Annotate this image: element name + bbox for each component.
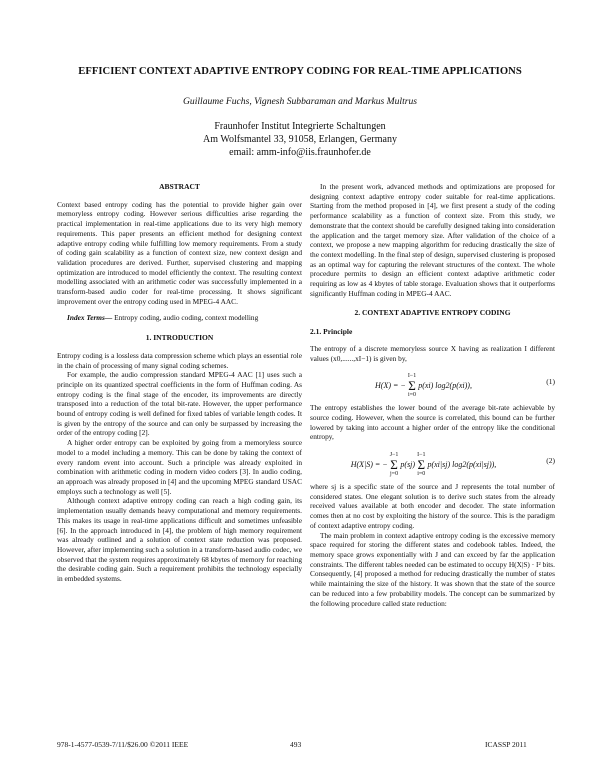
paper-authors: Guillaume Fuchs, Vignesh Subbaraman and Markus Multrus [182,96,418,107]
eq2-number: (2) [546,456,555,466]
eq2-sum-j-top: J−1 [389,452,399,459]
intro-paragraph: A higher order entropy can be exploited by going from a memoryless source model to a model including a memory. This can be done by taking the context of every random event into account. Such a principle was already exploited in combination with arithmetic coding in modern video coders [3]. In audio coding, an approach was already proposed in [4] and the upcoming MPEG standard USAC employs such a technology as well [5]. [57,438,302,496]
eq2-sum-j-bottom: j=0 [390,471,399,478]
eq2-sum-j [390,452,399,478]
equation-1 [310,369,555,399]
index-terms [57,313,302,323]
footer-page-number: 493 [290,740,302,749]
equation-2 [310,448,555,478]
eq1-rhs: p(xi) log2(p(xi)), [418,381,472,391]
eq1-number: (1) [546,377,555,387]
section2-heading: 2. CONTEXT ADAPTIVE ENTROPY CODING [354,308,511,318]
affiliation-email: email: amm-info@iis.fraunhofer.de [229,147,371,158]
footer-copyright: 978-1-4577-0539-7/11/$26.00 ©2011 IEEE [57,740,189,749]
affiliation-institute: Fraunhofer Institut Integrierte Schaltungen [214,121,386,132]
eq2-sum-i-symbol: Σ [417,457,426,473]
paper-title: EFFICIENT CONTEXT ADAPTIVE ENTROPY CODING FOR REAL-TIME APPLICATIONS [78,66,522,77]
affiliation-block [40,120,560,159]
eq1-lhs: H(X) = − [375,381,406,391]
left-column [57,182,302,584]
intro-paragraph: For example, the audio compression standard MPEG-4 AAC [1] uses such a principle on its quantized spectral coefficients in the form of Huffman coding. As entropy coding is the final stage of the encoder, its improvements are directly transposed into a reduction of the total bit-rate. However, the upper performance bound of entropy coding is well defined for fixed tables of variable length codes. It is given by the entropy of the source and can only be surpassed by increasing the order of the entropy coding [2]. [57,370,302,438]
abstract-text: Context based entropy coding has the potential to provide higher gain over memoryless entropy coding. However serious difficulties arise regarding the practical implementation in real-time applications due to its very high memory requirements. This paper presents an efficient method for designing context adaptive entropy coding while fulfilling low memory requirements. From a study of coding gain scalability as a function of context size, new context design and validation procedures are derived. Further, supervised clustering and mapping optimization are introduced to model efficiently the context. The resulting context modelling associated with an arithmetic coder was successfully implemented in a transform-based audio coder for real-time processing. It shows significant improvement over the entropy coding used in MPEG-4 AAC. [57,199,302,306]
intro-paragraph: Entropy coding is a lossless data compression scheme which plays an essential role in the chain of processing of many signal coding schemes. [57,350,302,370]
eq2-lhs: H(X|S) = − [350,459,388,469]
eq1-sum-bottom: i=0 [407,392,417,399]
principle-paragraph: The entropy of a discrete memoryless source X having as realization I different values (x0,......,xI−1) is given by, [310,343,555,363]
eq2-sum-j-symbol: Σ [390,457,398,473]
intro-paragraph: Although context adaptive entropy coding can reach a high coding gain, its implementation usually demands heavy computational and memory requirements. This makes its usage in real-time applications difficult and sometimes unfeasible [6]. In the approach introduced in [4], the problem of high memory requirement was already outlined and a solution of context state reduction was proposed. However, after implementing such a solution in a transform-based audio codec, we observed that the system requires approximately 68 kbytes of memory for reaching the desirable coding gain. Such a requirement prohibits the technology especially in embedded systems. [57,496,302,584]
right-column [310,182,555,608]
memory-paragraph: The main problem in context adaptive entropy coding is the excessive memory space required for storing the different states and codebook tables. Indeed, the memory space grows exponentially with J and can exceed by far the application constraints. The different tables needed can be estimated to occupy H(X|S) · I² bits. Consequently, [4] proposed a method for reducing drastically the number of states while maintaining the size of the history. It was shown that the state of the source can be reduced into a few probability models. The concept can be summarized by the following procedure called state reduction: [310,530,555,608]
eq1-sum-symbol: Σ [408,378,416,394]
eq2-sum-i [417,452,425,478]
eq1-sum-top: I−1 [407,373,417,380]
index-terms-label: Index Terms— [67,313,113,323]
eq2-sum-i-bottom: i=0 [417,471,426,478]
footer-conference: ICASSP 2011 [485,740,527,749]
affiliation-address: Am Wolfsmantel 33, 91058, Erlangen, Germany [203,134,397,145]
eq2-rhs: p(xi|sj) log2(p(xi|sj)), [427,459,497,469]
entropy-paragraph: The entropy establishes the lower bound of the average bit-rate achievable by source coding. However, when the source is correlated, this bound can be further lowered by taking into account a higher order of the entropy like the conditional entropy, [310,403,555,442]
index-terms-text: Entropy coding, audio coding, context modelling [114,313,259,323]
intro-heading: 1. INTRODUCTION [145,333,214,343]
eq2-sum-i-top: I−1 [417,452,426,459]
state-paragraph: where sj is a specific state of the source and J represents the total number of considered states. One elegant solution is to derive such states from the already received values available at both encoder and decoder. The state information comes then at no cost by exploiting the history of the source. This is the paradigm of context adaptive entropy coding. [310,482,555,530]
subsection-heading: 2.1. Principle [310,327,353,337]
intro-continued: In the present work, advanced methods and optimizations are proposed for designing context adaptive entropy coder suitable for real-time applications. Starting from the method proposed in [4], we first present a study of the coding performance scalability as a function of context size. From this study, we demonstrate that the context should be carefully designed taking into consideration the application and the target memory size. After validation of the choice of a context, we propose a new mapping algorithm for reducing drastically the size of the context modelling. In the final step of design, supervised clustering is proposed as an optimal way for capturing the relevant structures of the context. The whole procedure permits to design an efficient context adaptive arithmetic coder requiring as low as 4 kbytes of table storage. Evaluation shows that it outperforms significantly Huffman coding in MPEG-4 AAC. [310,182,555,298]
eq1-sum [408,373,416,399]
eq2-mid: p(sj) [400,459,416,469]
abstract-heading: ABSTRACT [159,182,200,191]
